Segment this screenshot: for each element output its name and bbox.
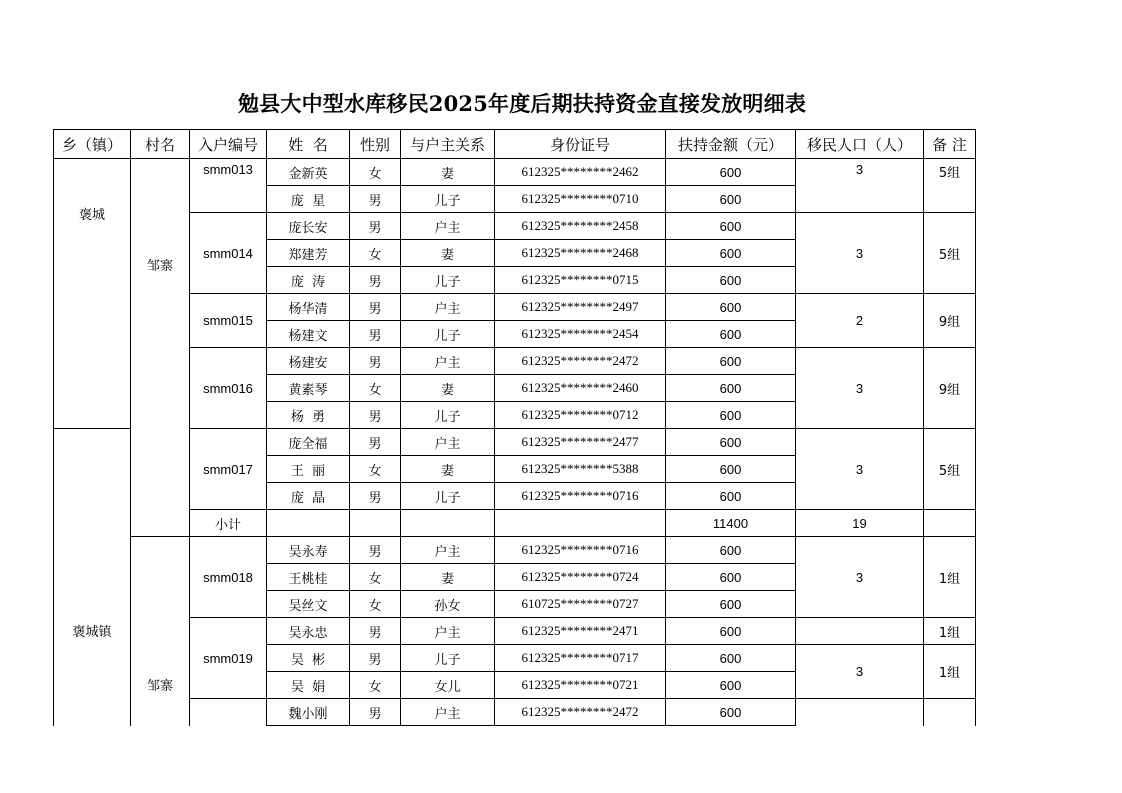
name-cell: 吴永寿 <box>267 537 350 564</box>
id-number-cell: 612325********2471 <box>495 618 666 645</box>
remark-cell: 1组 <box>924 618 976 645</box>
relation-cell: 儿子 <box>401 321 495 348</box>
table-row <box>54 429 976 456</box>
population-cell <box>796 618 924 645</box>
gender-cell: 男 <box>350 618 401 645</box>
relation-cell: 妻 <box>401 375 495 402</box>
id-number-cell: 612325********2468 <box>495 240 666 267</box>
relation-cell: 户主 <box>401 348 495 375</box>
gender-cell: 女 <box>350 159 401 186</box>
amount-cell: 600 <box>666 375 796 402</box>
name-cell: 吴 彬 <box>267 645 350 672</box>
table-row <box>54 537 976 564</box>
header-amount: 扶持金额（元） <box>666 130 796 159</box>
relation-cell: 妻 <box>401 456 495 483</box>
town-cell: 褒城 <box>54 159 131 429</box>
amount-cell: 600 <box>666 267 796 294</box>
amount-cell: 600 <box>666 618 796 645</box>
amount-cell: 600 <box>666 348 796 375</box>
remark-cell: 9组 <box>924 294 976 348</box>
name-cell: 吴丝文 <box>267 591 350 618</box>
relation-cell: 户主 <box>401 213 495 240</box>
name-cell: 吴 娟 <box>267 672 350 699</box>
amount-cell: 600 <box>666 672 796 699</box>
gender-cell: 女 <box>350 672 401 699</box>
gender-cell: 女 <box>350 375 401 402</box>
remark-cell: 9组 <box>924 348 976 429</box>
amount-cell: 600 <box>666 591 796 618</box>
amount-cell: 600 <box>666 456 796 483</box>
amount-cell: 600 <box>666 186 796 213</box>
id-number-cell: 612325********2477 <box>495 429 666 456</box>
subsidy-detail-table <box>53 129 976 726</box>
name-cell: 杨华清 <box>267 294 350 321</box>
town-cell: 褒城镇 <box>54 429 131 726</box>
village-cell: 邹寨 <box>131 537 190 726</box>
id-number-cell: 612325********0717 <box>495 645 666 672</box>
table-row <box>54 213 976 240</box>
name-cell: 金新英 <box>267 159 350 186</box>
gender-cell: 女 <box>350 456 401 483</box>
relation-cell: 儿子 <box>401 402 495 429</box>
amount-cell: 600 <box>666 240 796 267</box>
name-cell: 杨 勇 <box>267 402 350 429</box>
gender-cell: 女 <box>350 564 401 591</box>
population-cell: 3 <box>796 348 924 429</box>
name-cell: 庞 星 <box>267 186 350 213</box>
header-population: 移民人口（人） <box>796 130 924 159</box>
id-number-cell: 612325********0715 <box>495 267 666 294</box>
amount-cell: 600 <box>666 564 796 591</box>
gender-cell: 女 <box>350 591 401 618</box>
empty-cell <box>267 510 350 537</box>
household-code-cell: smm018 <box>190 537 267 618</box>
subtotal-amount: 11400 <box>666 510 796 537</box>
id-number-cell: 612325********2497 <box>495 294 666 321</box>
gender-cell: 男 <box>350 537 401 564</box>
population-cell: 2 <box>796 294 924 348</box>
relation-cell: 户主 <box>401 699 495 726</box>
gender-cell: 男 <box>350 645 401 672</box>
table-row <box>54 348 976 375</box>
relation-cell: 妻 <box>401 564 495 591</box>
empty-cell <box>401 510 495 537</box>
table-row <box>54 699 976 726</box>
amount-cell: 600 <box>666 159 796 186</box>
id-number-cell: 612325********2454 <box>495 321 666 348</box>
gender-cell: 女 <box>350 240 401 267</box>
id-number-cell: 612325********2460 <box>495 375 666 402</box>
gender-cell: 男 <box>350 348 401 375</box>
gender-cell: 男 <box>350 699 401 726</box>
household-code-cell: smm013 <box>190 159 267 213</box>
population-cell: 3 <box>796 159 924 213</box>
amount-cell: 600 <box>666 213 796 240</box>
document-title: 勉县大中型水库移民2025年度后期扶持资金直接发放明细表 <box>237 91 807 116</box>
name-cell: 庞全福 <box>267 429 350 456</box>
relation-cell: 女儿 <box>401 672 495 699</box>
gender-cell: 男 <box>350 186 401 213</box>
id-number-cell: 612325********0721 <box>495 672 666 699</box>
remark-cell <box>924 699 976 726</box>
header-household-no: 入户编号 <box>190 130 267 159</box>
id-number-cell: 612325********2458 <box>495 213 666 240</box>
header-village: 村名 <box>131 130 190 159</box>
relation-cell: 儿子 <box>401 483 495 510</box>
relation-cell: 儿子 <box>401 186 495 213</box>
table-row <box>54 294 976 321</box>
name-cell: 黄素琴 <box>267 375 350 402</box>
remark-cell: 5组 <box>924 429 976 510</box>
subtotal-population: 19 <box>796 510 924 537</box>
name-cell: 庞长安 <box>267 213 350 240</box>
population-cell: 3 <box>796 429 924 510</box>
relation-cell: 户主 <box>401 294 495 321</box>
household-code-cell: smm015 <box>190 294 267 348</box>
relation-cell: 儿子 <box>401 267 495 294</box>
amount-cell: 600 <box>666 321 796 348</box>
id-number-cell: 612325********0716 <box>495 537 666 564</box>
name-cell: 庞 晶 <box>267 483 350 510</box>
name-cell: 王桃桂 <box>267 564 350 591</box>
empty-cell <box>350 510 401 537</box>
remark-cell: 1组 <box>924 537 976 618</box>
name-cell: 杨建文 <box>267 321 350 348</box>
name-cell: 郑建芳 <box>267 240 350 267</box>
household-code-cell: smm014 <box>190 213 267 294</box>
id-number-cell: 612325********0710 <box>495 186 666 213</box>
remark-cell: 5组 <box>924 213 976 294</box>
gender-cell: 男 <box>350 321 401 348</box>
header-id-number: 身份证号 <box>495 130 666 159</box>
gender-cell: 男 <box>350 483 401 510</box>
household-code-cell: smm019 <box>190 618 267 699</box>
amount-cell: 600 <box>666 537 796 564</box>
gender-cell: 男 <box>350 429 401 456</box>
id-number-cell: 612325********5388 <box>495 456 666 483</box>
empty-cell <box>495 510 666 537</box>
name-cell: 吴永忠 <box>267 618 350 645</box>
population-cell: 3 <box>796 537 924 618</box>
name-cell: 魏小刚 <box>267 699 350 726</box>
gender-cell: 男 <box>350 213 401 240</box>
remark-cell: 5组 <box>924 159 976 213</box>
village-cell: 邹寨 <box>131 159 190 537</box>
empty-cell <box>924 510 976 537</box>
id-number-cell: 612325********2472 <box>495 699 666 726</box>
relation-cell: 户主 <box>401 618 495 645</box>
header-remark: 备 注 <box>924 130 976 159</box>
amount-cell: 600 <box>666 483 796 510</box>
relation-cell: 孙女 <box>401 591 495 618</box>
header-town: 乡（镇） <box>54 130 131 159</box>
header-row <box>54 130 976 159</box>
relation-cell: 儿子 <box>401 645 495 672</box>
relation-cell: 户主 <box>401 429 495 456</box>
id-number-cell: 612325********2472 <box>495 348 666 375</box>
amount-cell: 600 <box>666 294 796 321</box>
id-number-cell: 612325********0724 <box>495 564 666 591</box>
table-row <box>54 618 976 645</box>
amount-cell: 600 <box>666 402 796 429</box>
relation-cell: 户主 <box>401 537 495 564</box>
gender-cell: 男 <box>350 402 401 429</box>
id-number-cell: 612325********0712 <box>495 402 666 429</box>
name-cell: 杨建安 <box>267 348 350 375</box>
household-code-cell: smm016 <box>190 348 267 429</box>
amount-cell: 600 <box>666 429 796 456</box>
amount-cell: 600 <box>666 699 796 726</box>
gender-cell: 男 <box>350 267 401 294</box>
remark-cell: 1组 <box>924 645 976 699</box>
id-number-cell: 610725********0727 <box>495 591 666 618</box>
header-relation: 与户主关系 <box>401 130 495 159</box>
gender-cell: 男 <box>350 294 401 321</box>
household-code-cell <box>190 699 267 726</box>
population-cell: 3 <box>796 213 924 294</box>
relation-cell: 妻 <box>401 159 495 186</box>
id-number-cell: 612325********0716 <box>495 483 666 510</box>
table-row <box>54 159 976 186</box>
id-number-cell: 612325********2462 <box>495 159 666 186</box>
subtotal-label: 小计 <box>190 510 267 537</box>
subtotal-row <box>54 510 976 537</box>
name-cell: 庞 涛 <box>267 267 350 294</box>
header-name: 姓 名 <box>267 130 350 159</box>
header-gender: 性别 <box>350 130 401 159</box>
population-cell <box>796 699 924 726</box>
name-cell: 王 丽 <box>267 456 350 483</box>
amount-cell: 600 <box>666 645 796 672</box>
household-code-cell: smm017 <box>190 429 267 510</box>
population-cell: 3 <box>796 645 924 699</box>
relation-cell: 妻 <box>401 240 495 267</box>
